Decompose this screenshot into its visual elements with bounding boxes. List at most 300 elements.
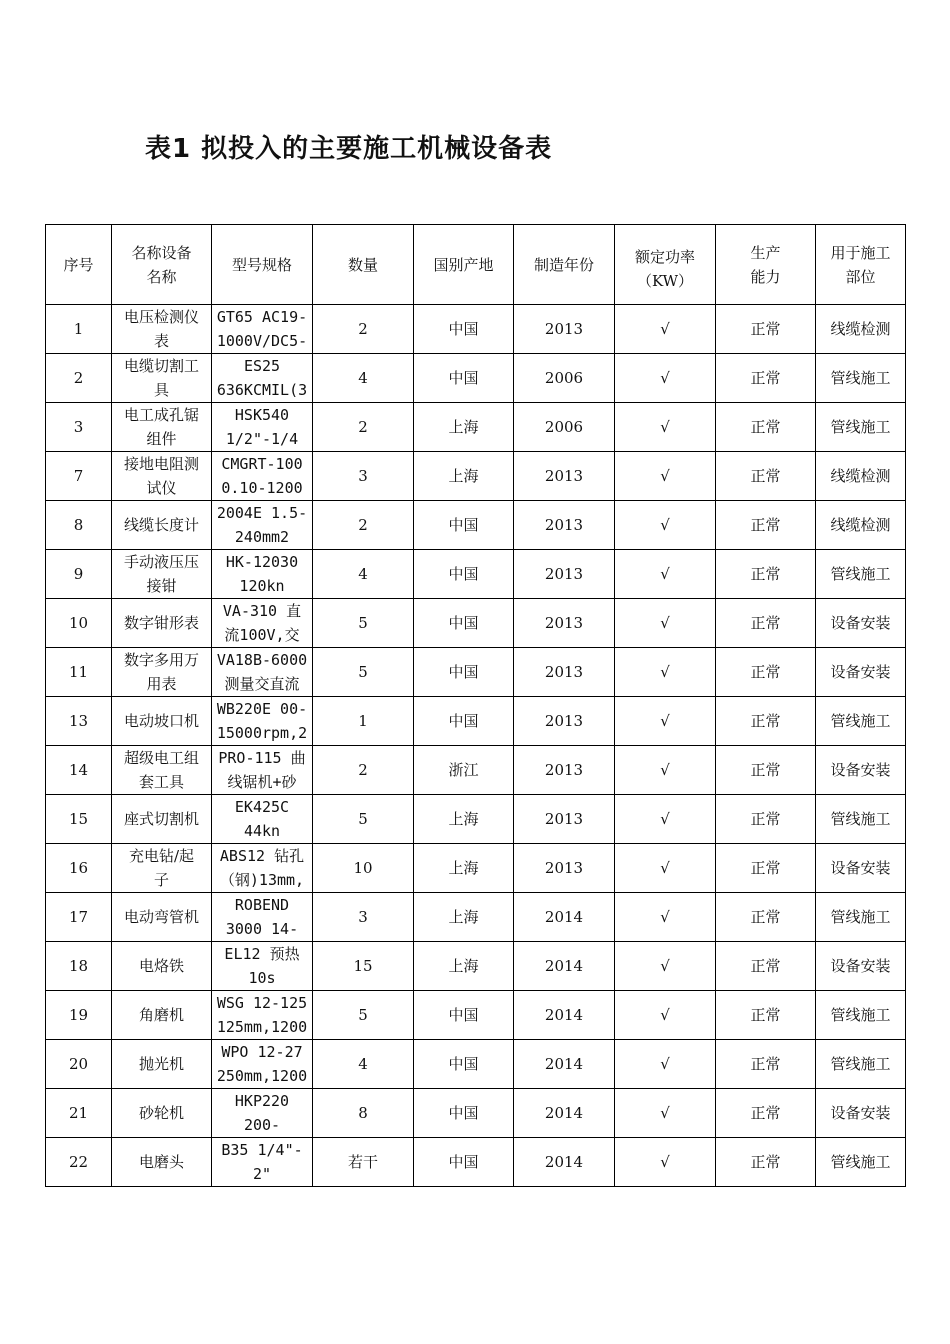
cell-text: 2014 [544,957,584,975]
cell-origin [414,991,514,1040]
cell-model [212,354,313,403]
table-row [46,991,906,1040]
cell-model [212,893,313,942]
cell-text: PRO-115 曲 [218,749,306,767]
cell-text: WB220E 00- [216,700,308,718]
header-use [816,225,906,305]
cell-origin [414,1138,514,1187]
cell-model [212,1138,313,1187]
cell-text: GT65 AC19- [216,308,308,326]
cell-text: 240mm2 [234,528,290,546]
table-row [46,893,906,942]
cell-no [46,354,112,403]
cell-text: 2014 [544,1104,584,1122]
cell-year [514,1138,615,1187]
cell-power [615,305,716,354]
cell-text: 5 [358,810,368,828]
cell-model [212,1089,313,1138]
cell-year [514,746,615,795]
header-power [615,225,716,305]
cell-text: 18 [68,957,89,975]
cell-text: 名称 [146,267,177,286]
cell-text: 抛光机 [138,1055,184,1073]
header-no [46,225,112,305]
cell-no [46,452,112,501]
cell-text: 250mm,1200 [216,1067,308,1085]
cell-power [615,648,716,697]
cell-text: 电工成孔锯 [123,406,199,424]
cell-text: 正常 [750,516,781,534]
cell-text: 3 [358,908,368,926]
cell-name [112,1138,212,1187]
cell-name [112,991,212,1040]
cell-text: 2 [358,320,368,338]
cell-capacity [716,501,816,550]
cell-text: 21 [68,1104,89,1122]
cell-text: 2 [73,369,84,387]
cell-origin [414,354,514,403]
cell-text: 125mm,1200 [216,1018,308,1036]
cell-no [46,403,112,452]
cell-power [615,1040,716,1089]
cell-text: 4 [358,565,368,583]
cell-text: CMGRT-100 [221,455,303,473]
cell-text: 上海 [448,418,479,436]
cell-text: 管线施工 [830,810,891,828]
cell-capacity [716,648,816,697]
check-mark: √ [660,1006,670,1024]
check-mark: √ [660,663,670,681]
cell-text: 15 [68,810,89,828]
cell-model [212,746,313,795]
table-row [46,844,906,893]
cell-text: 5 [358,663,368,681]
cell-text: 座式切割机 [123,810,199,828]
cell-text: 中国 [448,369,479,387]
cell-text: 5 [358,614,368,632]
cell-text: 管线施工 [830,369,891,387]
cell-origin [414,599,514,648]
cell-capacity [716,1138,816,1187]
header-qty [313,225,414,305]
cell-text: 中国 [448,320,479,338]
cell-text: VA18B-6000 [216,651,308,669]
cell-power [615,893,716,942]
cell-qty [313,893,414,942]
cell-origin [414,746,514,795]
cell-text: 中国 [448,565,479,583]
check-mark: √ [660,565,670,583]
cell-text: 用于施工 [830,243,891,262]
cell-model [212,795,313,844]
cell-text: 数字多用万 [123,651,199,669]
cell-text: 电动弯管机 [123,908,199,926]
cell-text: 管线施工 [830,418,891,436]
cell-text: 正常 [750,320,781,338]
cell-qty [313,354,414,403]
cell-text: 正常 [750,908,781,926]
cell-use [816,795,906,844]
cell-use [816,697,906,746]
cell-text: 636KCMIL(3 [216,381,308,399]
cell-model [212,452,313,501]
cell-year [514,795,615,844]
cell-text: 8 [358,1104,368,1122]
table-row [46,501,906,550]
cell-power [615,403,716,452]
check-mark: √ [660,1153,670,1171]
header-year [514,225,615,305]
cell-use [816,844,906,893]
cell-text: （KW） [636,271,694,290]
cell-name [112,501,212,550]
cell-year [514,452,615,501]
cell-text: 11 [68,663,89,681]
cell-text: HSK540 [234,406,290,424]
cell-qty [313,648,414,697]
cell-qty [313,1089,414,1138]
cell-capacity [716,550,816,599]
cell-model [212,501,313,550]
cell-no [46,746,112,795]
cell-text: 电动坡口机 [123,712,199,730]
cell-text: 设备安装 [830,614,891,632]
cell-text: 7 [73,467,84,485]
cell-qty [313,1040,414,1089]
cell-text: 数量 [347,255,378,274]
check-mark: √ [660,810,670,828]
cell-text: 200- [243,1116,281,1134]
cell-text: 中国 [448,663,479,681]
equipment-table [45,224,906,1187]
cell-model [212,991,313,1040]
cell-qty [313,403,414,452]
cell-text: 测量交直流 [224,675,300,693]
cell-text: 具 [153,381,169,399]
cell-text: WSG 12-125 [216,994,308,1012]
cell-text: 线缆检测 [830,467,891,485]
cell-text: 1000V/DC5- [216,332,308,350]
cell-origin [414,795,514,844]
cell-no [46,991,112,1040]
cell-text: 15000rpm,2 [216,724,308,742]
cell-text: 17 [68,908,89,926]
cell-text: 砂轮机 [138,1104,184,1122]
cell-text: 线缆检测 [830,320,891,338]
cell-qty [313,942,414,991]
cell-capacity [716,599,816,648]
cell-power [615,697,716,746]
cell-text: 2013 [544,467,584,485]
check-mark: √ [660,614,670,632]
cell-text: 4 [358,1055,368,1073]
cell-no [46,1040,112,1089]
cell-no [46,893,112,942]
cell-text: 4 [358,369,368,387]
cell-text: 中国 [448,1153,479,1171]
cell-year [514,501,615,550]
cell-text: 2013 [544,810,584,828]
cell-text: 子 [153,871,169,889]
cell-origin [414,550,514,599]
cell-qty [313,599,414,648]
cell-qty [313,1138,414,1187]
cell-text: 16 [68,859,89,877]
cell-qty [313,795,414,844]
cell-text: 序号 [63,255,94,274]
cell-text: 电磨头 [138,1153,184,1171]
cell-text: 中国 [448,614,479,632]
cell-year [514,599,615,648]
cell-power [615,550,716,599]
cell-origin [414,1040,514,1089]
cell-text: 2013 [544,516,584,534]
cell-use [816,403,906,452]
cell-text: 部位 [845,267,876,286]
cell-text: 中国 [448,712,479,730]
cell-text: 电烙铁 [138,957,184,975]
cell-year [514,844,615,893]
cell-year [514,648,615,697]
cell-text: 8 [73,516,84,534]
cell-use [816,942,906,991]
cell-text: 流100V,交 [224,626,300,644]
cell-text: 正常 [750,1055,781,1073]
cell-no [46,1138,112,1187]
cell-text: 设备安装 [830,957,891,975]
cell-name [112,305,212,354]
cell-text: 用表 [146,675,177,693]
cell-text: 2014 [544,1055,584,1073]
cell-capacity [716,991,816,1040]
cell-text: 型号规格 [231,255,292,274]
check-mark: √ [660,320,670,338]
cell-origin [414,403,514,452]
cell-text: 2013 [544,614,584,632]
cell-use [816,452,906,501]
cell-qty [313,452,414,501]
cell-text: 0.10-1200 [221,479,303,497]
cell-text: 上海 [448,859,479,877]
cell-text: 额定功率 [634,247,695,266]
cell-text: 正常 [750,761,781,779]
cell-text: 线锯机+砂 [227,773,297,791]
cell-capacity [716,305,816,354]
cell-qty [313,305,414,354]
cell-year [514,942,615,991]
cell-origin [414,648,514,697]
cell-text: 正常 [750,810,781,828]
cell-name [112,697,212,746]
cell-name [112,942,212,991]
cell-text: 44kn [243,822,281,840]
cell-text: 3000 14- [225,920,299,938]
cell-text: 数字钳形表 [123,614,199,632]
cell-text: HK-12030 [225,553,299,571]
cell-model [212,648,313,697]
cell-text: 管线施工 [830,908,891,926]
table-row [46,599,906,648]
table-row [46,942,906,991]
cell-text: 正常 [750,565,781,583]
cell-text: 2014 [544,1006,584,1024]
cell-year [514,1089,615,1138]
cell-power [615,844,716,893]
check-mark: √ [660,418,670,436]
cell-text: 2013 [544,761,584,779]
cell-no [46,501,112,550]
cell-use [816,893,906,942]
cell-power [615,599,716,648]
cell-text: 中国 [448,1104,479,1122]
cell-qty [313,844,414,893]
cell-text: 2 [358,418,368,436]
table-row [46,305,906,354]
cell-qty [313,550,414,599]
cell-name [112,648,212,697]
cell-text: 线缆检测 [830,516,891,534]
cell-text: 管线施工 [830,1055,891,1073]
cell-year [514,991,615,1040]
cell-year [514,550,615,599]
cell-text: 10 [68,614,89,632]
cell-text: WPO 12-27 [221,1043,303,1061]
cell-text: 设备安装 [830,859,891,877]
table-header-row [46,225,906,305]
cell-name [112,746,212,795]
cell-text: 正常 [750,712,781,730]
cell-power [615,746,716,795]
cell-text: 2006 [544,369,584,387]
cell-text: 正常 [750,1006,781,1024]
cell-name [112,452,212,501]
cell-text: 3 [73,418,84,436]
cell-text: 线缆长度计 [123,516,199,534]
cell-power [615,501,716,550]
cell-year [514,305,615,354]
cell-text: 正常 [750,614,781,632]
cell-text: 正常 [750,418,781,436]
cell-text: 表 [153,332,169,350]
cell-text: 设备安装 [830,1104,891,1122]
cell-text: 3 [358,467,368,485]
cell-text: 管线施工 [830,1153,891,1171]
cell-text: 电缆切割工 [123,357,199,375]
cell-text: 正常 [750,1104,781,1122]
cell-text: 2013 [544,859,584,877]
table-row [46,403,906,452]
cell-capacity [716,893,816,942]
cell-text: EL12 预热 [224,945,300,963]
cell-use [816,550,906,599]
cell-no [46,550,112,599]
cell-text: 浙江 [448,761,479,779]
cell-model [212,697,313,746]
cell-text: ABS12 钻孔 [219,847,305,865]
header-capacity [716,225,816,305]
cell-year [514,697,615,746]
cell-no [46,305,112,354]
check-mark: √ [660,761,670,779]
cell-text: 中国 [448,1055,479,1073]
cell-text: 14 [68,761,89,779]
cell-text: 接钳 [146,577,177,595]
cell-text: 15 [353,957,373,975]
cell-text: 国别产地 [433,255,494,274]
cell-model [212,403,313,452]
header-name [112,225,212,305]
cell-text: 电压检测仪 [123,308,199,326]
cell-use [816,305,906,354]
cell-text: 充电钻/起 [128,847,195,865]
cell-text: 2013 [544,663,584,681]
cell-text: 中国 [448,1006,479,1024]
cell-use [816,1089,906,1138]
cell-text: 制造年份 [533,255,594,274]
check-mark: √ [660,859,670,877]
cell-year [514,403,615,452]
cell-power [615,942,716,991]
cell-text: 2013 [544,712,584,730]
cell-power [615,452,716,501]
table-row [46,452,906,501]
cell-model [212,844,313,893]
cell-capacity [716,942,816,991]
check-mark: √ [660,467,670,485]
cell-text: 接地电阻测 [123,455,199,473]
cell-use [816,991,906,1040]
cell-text: 2006 [544,418,584,436]
cell-no [46,942,112,991]
cell-use [816,746,906,795]
cell-text: EK425C [234,798,290,816]
cell-model [212,942,313,991]
cell-capacity [716,1040,816,1089]
cell-capacity [716,452,816,501]
cell-origin [414,305,514,354]
table-row [46,648,906,697]
cell-text: 2004E 1.5- [216,504,308,522]
cell-text: 9 [73,565,84,583]
cell-year [514,1040,615,1089]
cell-text: 上海 [448,908,479,926]
cell-model [212,550,313,599]
table-row [46,795,906,844]
cell-no [46,599,112,648]
cell-text: VA-310 直 [222,602,302,620]
check-mark: √ [660,1104,670,1122]
cell-power [615,354,716,403]
table-row [46,1040,906,1089]
cell-use [816,1040,906,1089]
cell-text: 组件 [146,430,177,448]
cell-origin [414,844,514,893]
cell-qty [313,501,414,550]
check-mark: √ [660,369,670,387]
cell-no [46,844,112,893]
cell-no [46,795,112,844]
cell-text: 超级电工组 [123,749,199,767]
cell-text: 2 [358,516,368,534]
cell-name [112,550,212,599]
cell-text: 2" [252,1165,272,1183]
cell-capacity [716,697,816,746]
cell-text: ES25 [243,357,281,375]
table-row [46,746,906,795]
cell-text: 2013 [544,565,584,583]
cell-capacity [716,746,816,795]
cell-text: 2013 [544,320,584,338]
